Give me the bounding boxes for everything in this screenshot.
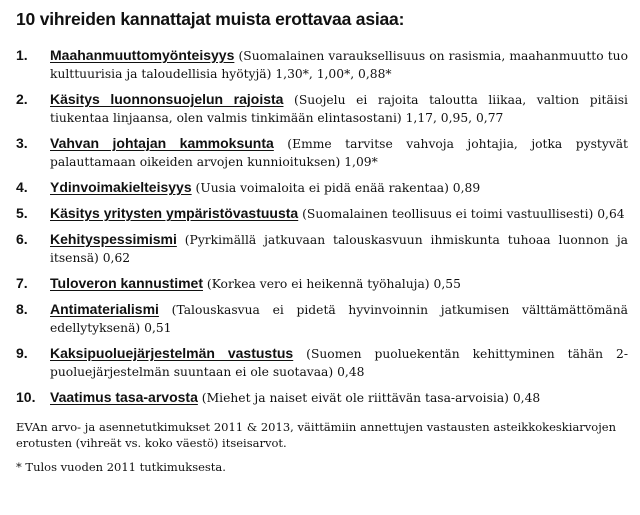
- item-body: [50, 204, 628, 223]
- item-number: 10.: [16, 389, 36, 405]
- item-number: 8.: [16, 301, 28, 317]
- list-item: [16, 300, 628, 337]
- item-text: (Suojelu ei rajoita taloutta liikaa, valtion pitäisi tiukentaa linjaansa, olen valmis tinkimään elintasostani) 1,17, 0,95, 0,77: [50, 93, 628, 125]
- item-text: (Suomen puoluekentän kehittyminen tähän 2-puoluejärjestelmän suuntaan ei ole suotavaa) 0,48: [50, 347, 629, 379]
- item-text: (Talouskasvua ei pidetä hyvinvoinnin jatkumisen välttämättömänä edellytyksenä) 0,51: [50, 303, 628, 335]
- item-text: (Emme tarvitse vahvoja johtajia, jotka pystyvät palauttamaan oikeiden arvojen kunnioituksen) 1,09*: [50, 137, 629, 169]
- item-body: [50, 134, 628, 171]
- item-number: 5.: [16, 205, 28, 221]
- item-number: 3.: [16, 135, 28, 151]
- item-heading: Käsitys yritysten ympäristövastuusta: [50, 205, 299, 221]
- item-number: 2.: [16, 91, 28, 107]
- list-item: [16, 344, 628, 381]
- item-body: [50, 90, 628, 127]
- item-body: [50, 230, 628, 267]
- item-text: (Miehet ja naiset eivät ole riittävän tasa-arvoisia) 0,48: [197, 391, 541, 405]
- item-body: [50, 274, 628, 293]
- list-item: [16, 274, 628, 293]
- item-body: [50, 178, 628, 197]
- list-item: [16, 178, 628, 197]
- source-footnote: EVAn arvo- ja asennetutkimukset 2011 & 2013, väittämiin annettujen vastausten asteikkokeskiarvojen erotusten (vihreät vs. koko väestö) itseisarvot.: [16, 420, 616, 450]
- item-heading: Ydinvoimakielteisyys: [50, 179, 192, 195]
- list-item: [16, 46, 628, 83]
- item-heading: Käsitys luonnonsuojelun rajoista: [50, 91, 284, 107]
- item-text: (Suomalainen teollisuus ei toimi vastuullisesti) 0,64: [298, 207, 625, 221]
- item-text: (Suomalainen varauksellisuus on rasismia, maahanmuutto tuo kulttuurisia ja taloudellisia hyötyjä) 1,30*, 1,00*, 0,88*: [50, 49, 628, 81]
- item-number: 6.: [16, 231, 28, 247]
- asterisk-note: * Tulos vuoden 2011 tutkimuksesta.: [16, 460, 226, 474]
- item-body: [50, 344, 628, 381]
- item-heading: Tuloveron kannustimet: [50, 275, 203, 291]
- item-text: (Pyrkimällä jatkuvaan talouskasvuun ihmiskunta tuhoaa luonnon ja itsensä) 0,62: [50, 233, 628, 265]
- item-text: (Uusia voimaloita ei pidä enää rakentaa) 0,89: [191, 181, 481, 195]
- item-heading: Vaatimus tasa-arvosta: [50, 389, 198, 405]
- list-item: [16, 134, 628, 171]
- item-heading: Maahanmuuttomyönteisyys: [50, 47, 235, 63]
- item-list: [16, 46, 628, 407]
- item-heading: Kehityspessimismi: [50, 231, 177, 247]
- item-number: 4.: [16, 179, 28, 195]
- list-item: [16, 204, 628, 223]
- item-number: 7.: [16, 275, 28, 291]
- item-text: (Korkea vero ei heikennä työhaluja) 0,55: [202, 277, 461, 291]
- item-body: [50, 300, 628, 337]
- item-number: 1.: [16, 47, 28, 63]
- list-item: [16, 90, 628, 127]
- page-title: 10 vihreiden kannattajat muista erottavaa asiaa:: [16, 9, 405, 29]
- item-heading: Antimaterialismi: [50, 301, 159, 317]
- item-heading: Kaksipuoluejärjestelmän vastustus: [50, 345, 294, 361]
- item-body: [50, 46, 628, 83]
- item-number: 9.: [16, 345, 28, 361]
- list-item: [16, 230, 628, 267]
- item-body: [50, 388, 628, 407]
- list-item: [16, 388, 628, 407]
- item-heading: Vahvan johtajan kammoksunta: [50, 135, 274, 151]
